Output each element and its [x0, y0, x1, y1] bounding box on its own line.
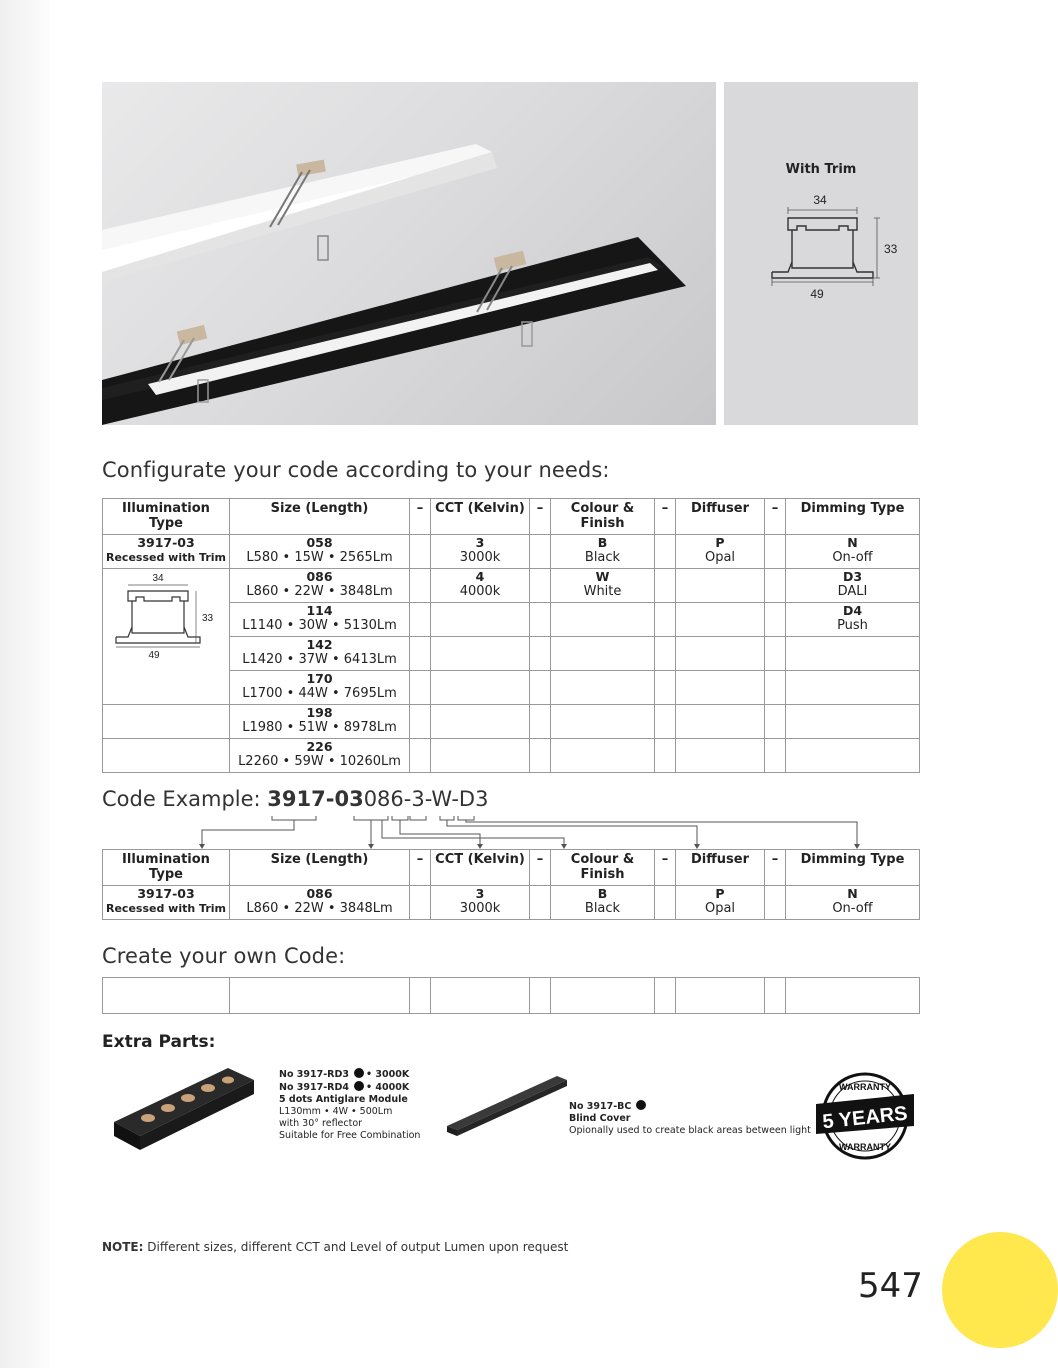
colour-cell: W White [551, 569, 655, 603]
dimming-cell: D4 Push [786, 603, 920, 637]
table-row: 3917-03 Recessed with Trim 086 L860 • 22W • 3848Lm 3 3000k B Black P Opal N On-off [103, 886, 920, 920]
col-illumination: Illumination Type [103, 499, 230, 535]
table-row [103, 739, 920, 773]
col-size: Size (Length) [230, 850, 410, 886]
section-dim-top: 34 [152, 573, 164, 584]
section-dim-right: 33 [202, 613, 214, 624]
col-dash: – [765, 499, 786, 535]
product-photo [102, 82, 716, 425]
col-diffuser: Diffuser [676, 499, 765, 535]
note [102, 1240, 568, 1254]
create-dimming-field[interactable] [786, 978, 920, 1014]
create-code-row[interactable] [102, 977, 920, 1014]
product-code: 3917-03 [137, 535, 195, 550]
size-cell: 142 L1420 • 37W • 6413Lm [230, 637, 410, 671]
header-row [103, 499, 920, 535]
col-dash: – [530, 499, 551, 535]
example-table [102, 849, 920, 920]
col-dash: – [530, 850, 551, 886]
configure-heading: Configurate your code according to your needs: [102, 458, 610, 482]
svg-text:WARRANTY: WARRANTY [839, 1142, 891, 1152]
create-colour-field[interactable] [551, 978, 655, 1014]
size-cell: 198 L1980 • 51W • 8978Lm [230, 705, 410, 739]
note-label: NOTE: [102, 1240, 144, 1254]
col-cct: CCT (Kelvin) [431, 850, 530, 886]
code-example-label: Code Example: [102, 787, 268, 811]
page-number: 547 [858, 1266, 923, 1306]
create-diffuser-field[interactable] [676, 978, 765, 1014]
extra-parts-title: Extra Parts: [102, 1032, 216, 1052]
profile-drawing-cell [103, 569, 230, 705]
note-text: Different sizes, different CCT and Level of output Lumen upon request [143, 1240, 569, 1254]
with-trim-title: With Trim [785, 162, 857, 177]
product-name: Recessed with Trim [106, 551, 226, 564]
col-dimming: Dimming Type [786, 850, 920, 886]
create-size-field[interactable] [230, 978, 410, 1014]
table-row [103, 569, 920, 603]
black-finish-dot-icon [354, 1081, 364, 1091]
cross-section-drawing [106, 569, 226, 659]
black-finish-dot-icon [354, 1068, 364, 1078]
create-code-heading: Create your own Code: [102, 944, 346, 968]
size-cell: 086 L860 • 22W • 3848Lm [230, 569, 410, 603]
size-cell: 058 L580 • 15W • 2565Lm [230, 535, 410, 569]
table-row [103, 705, 920, 739]
size-cell: 226 L2260 • 59W • 10260Lm [230, 739, 410, 773]
configuration-table [102, 498, 920, 773]
page-accent-circle [942, 1232, 1058, 1348]
code-example-bold: 3917-03 [267, 787, 364, 811]
col-size: Size (Length) [230, 499, 410, 535]
table-row [103, 535, 920, 569]
with-trim-panel [724, 82, 918, 425]
svg-text:WARRANTY: WARRANTY [839, 1082, 891, 1092]
trim-dim-top: 34 [813, 193, 827, 207]
black-finish-dot-icon [636, 1100, 646, 1110]
col-dash: – [765, 850, 786, 886]
col-colour: Colour & Finish [551, 850, 655, 886]
size-cell: 170 L1700 • 44W • 7695Lm [230, 671, 410, 705]
col-dash: – [410, 850, 431, 886]
cct-cell: 3 3000k [431, 535, 530, 569]
trim-profile-drawing [754, 190, 898, 301]
header-row [103, 850, 920, 886]
size-cell: 114 L1140 • 30W • 5130Lm [230, 603, 410, 637]
cct-cell: 4 4000k [431, 569, 530, 603]
antiglare-module-text: No 3917-RD3 • 3000K No 3917-RD4 • 4000K 5 dots Antiglare Module L130mm • 4W • 500Lm with 30° reflector Suitable for Free Combination [279, 1069, 421, 1141]
col-colour: Colour & Finish [551, 499, 655, 535]
antiglare-module-image [110, 1060, 260, 1156]
col-diffuser: Diffuser [676, 850, 765, 886]
illumination-cell [103, 535, 230, 569]
create-illumination-field[interactable] [103, 978, 230, 1014]
blind-cover-text: No 3917-BC Blind Cover Opionally used to create black areas between light [569, 1101, 811, 1136]
col-dash: – [655, 850, 676, 886]
trim-dim-bottom: 49 [810, 287, 824, 301]
code-mapping-arrows [0, 812, 1000, 852]
col-dash: – [655, 499, 676, 535]
col-dimming: Dimming Type [786, 499, 920, 535]
diffuser-cell: P Opal [676, 535, 765, 569]
create-cct-field[interactable] [431, 978, 530, 1014]
section-dim-bottom: 49 [148, 650, 160, 661]
dimming-cell: N On-off [786, 535, 920, 569]
col-illumination: Illumination Type [103, 850, 230, 886]
colour-cell: B Black [551, 535, 655, 569]
warranty-badge-icon [810, 1068, 920, 1168]
col-cct: CCT (Kelvin) [431, 499, 530, 535]
code-example [102, 787, 488, 811]
svg-text:5 YEARS: 5 YEARS [821, 1102, 909, 1134]
trim-dim-right: 33 [884, 242, 898, 256]
dimming-cell: D3 DALI [786, 569, 920, 603]
recessed-profile-illustration [102, 82, 716, 425]
page-margin-strip [0, 0, 50, 1368]
code-example-rest: 086-3-W-D3 [363, 787, 489, 811]
col-dash: – [410, 499, 431, 535]
blind-cover-image [445, 1072, 569, 1142]
